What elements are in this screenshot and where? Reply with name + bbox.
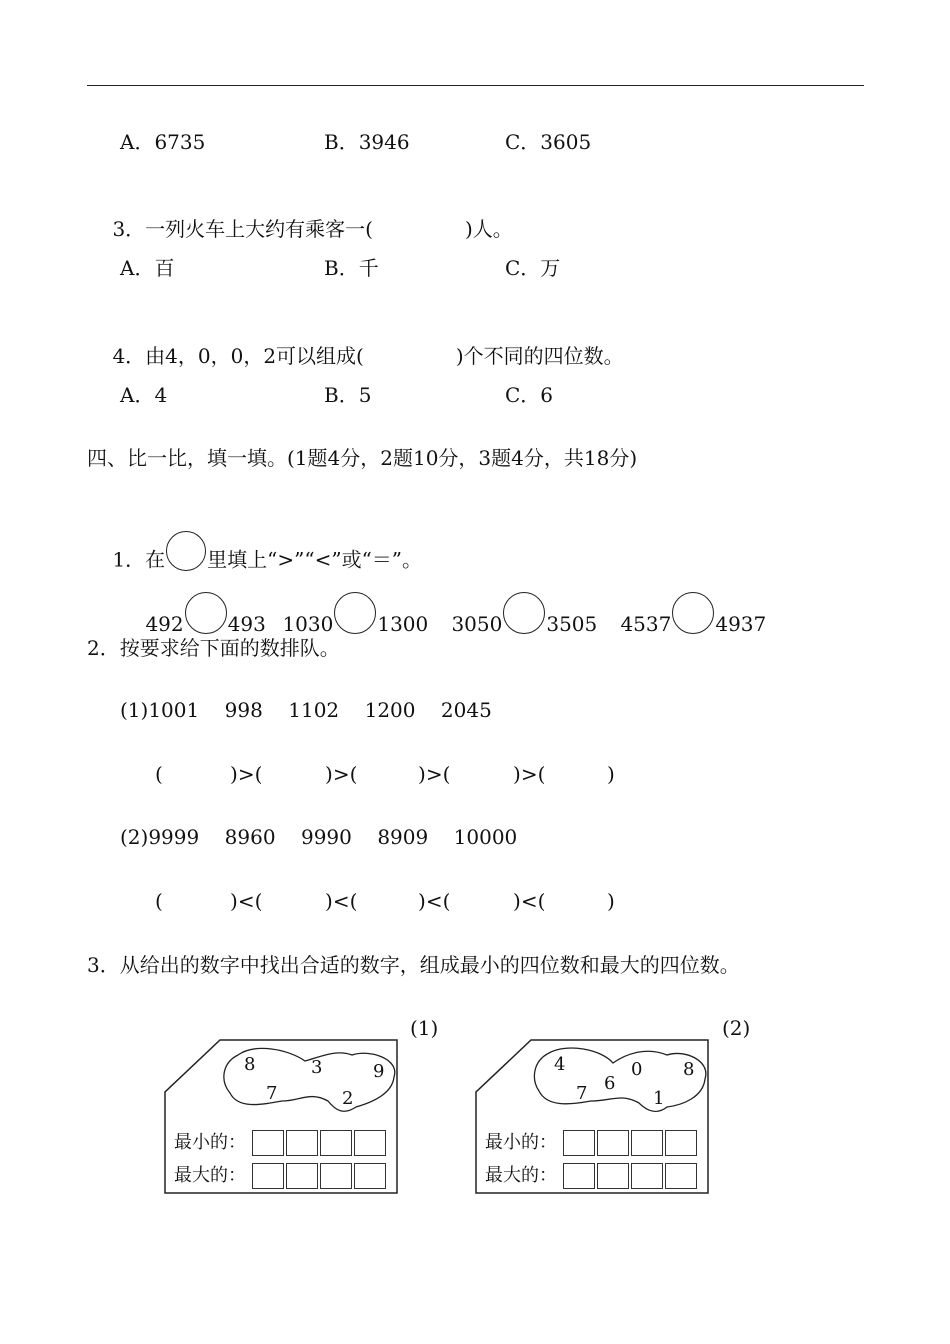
answer-blank-end: ) xyxy=(607,762,615,786)
q3-option-c: C．万 xyxy=(505,256,561,280)
answer-blank[interactable]: ( xyxy=(155,889,163,913)
q2-option-c: C．3605 xyxy=(505,130,592,154)
q2-option-a: A．6735 xyxy=(120,130,206,154)
digit-box-input[interactable] xyxy=(665,1130,697,1156)
digit-box-input[interactable] xyxy=(252,1163,284,1189)
q4-option-a: A．4 xyxy=(120,383,168,407)
comparison-pair-3 xyxy=(426,580,597,670)
s4-q1-suffix: 里填上“>”“<”或“＝”。 xyxy=(207,547,423,572)
s4-q2-title: 2．按要求给下面的数排队。 xyxy=(87,636,340,660)
house-2-digit: 7 xyxy=(576,1083,588,1104)
house-2-min-row xyxy=(485,1128,699,1156)
q4-text-before: 4．由4，0，0，2可以组成( xyxy=(112,344,364,368)
section-4-title: 四、比一比，填一填。(1题4分，2题10分，3题4分，共18分) xyxy=(87,446,638,470)
house-1-digit: 3 xyxy=(311,1057,323,1078)
house-2-digit: 8 xyxy=(683,1059,695,1080)
compare-circle-input[interactable] xyxy=(503,592,545,634)
q2-option-b: B．3946 xyxy=(324,130,410,154)
answer-blank-close: )<( xyxy=(418,889,451,913)
digit-box-input[interactable] xyxy=(354,1163,386,1189)
s4-q2-part1-numbers: (1)1001 998 1102 1200 2045 xyxy=(120,698,492,722)
q4-option-b: B．5 xyxy=(324,383,372,407)
house-1-digit: 9 xyxy=(373,1061,385,1082)
max-label: 最大的： xyxy=(485,1165,557,1186)
digit-box-input[interactable] xyxy=(286,1130,318,1156)
answer-blank-close: )>( xyxy=(230,762,263,786)
digit-box-input[interactable] xyxy=(252,1130,284,1156)
digit-box-input[interactable] xyxy=(665,1163,697,1189)
answer-blank[interactable]: ( xyxy=(155,762,163,786)
house-2-digit: 1 xyxy=(653,1088,665,1109)
digit-box-input[interactable] xyxy=(597,1163,629,1189)
digit-box-input[interactable] xyxy=(320,1130,352,1156)
q4-text-after: )个不同的四位数。 xyxy=(455,344,624,368)
digit-box-input[interactable] xyxy=(631,1130,663,1156)
max-label: 最大的： xyxy=(174,1165,246,1186)
compare-circle-input[interactable] xyxy=(185,592,227,634)
min-label: 最小的： xyxy=(174,1132,246,1153)
pair-right-value: 3505 xyxy=(546,611,598,636)
answer-blank-close: )<( xyxy=(230,889,263,913)
s4-q2-part2-numbers: (2)9999 8960 9990 8909 10000 xyxy=(120,825,518,849)
min-label: 最小的： xyxy=(485,1132,557,1153)
house-2-label: (2) xyxy=(722,1016,751,1040)
answer-blank-close: )>( xyxy=(418,762,451,786)
q3-option-a: A．百 xyxy=(120,256,175,280)
answer-blank-close: )>( xyxy=(513,762,546,786)
compare-circle-input[interactable] xyxy=(334,592,376,634)
house-1-digit: 7 xyxy=(266,1083,278,1104)
pair-right-value: 493 xyxy=(227,611,266,636)
q3-text-after: )人。 xyxy=(464,217,513,241)
digit-box-input[interactable] xyxy=(563,1163,595,1189)
digit-box-input[interactable] xyxy=(286,1163,318,1189)
digit-box-input[interactable] xyxy=(563,1130,595,1156)
house-2-digit: 0 xyxy=(631,1059,643,1080)
digit-box-input[interactable] xyxy=(354,1130,386,1156)
q3-question xyxy=(87,193,513,265)
house-1-min-row xyxy=(174,1128,388,1156)
digit-box-input[interactable] xyxy=(631,1163,663,1189)
pair-left-value: 3050 xyxy=(451,611,503,636)
digit-box-input[interactable] xyxy=(597,1130,629,1156)
house-1-digit: 8 xyxy=(244,1054,256,1075)
pair-left-value: 1030 xyxy=(282,611,334,636)
s4-q3-title: 3．从给出的数字中找出合适的数字，组成最小的四位数和最大的四位数。 xyxy=(87,953,740,977)
s4-q1-prefix: 1．在 xyxy=(112,547,166,572)
house-2-max-row xyxy=(485,1161,699,1189)
q3-text-before: 3．一列火车上大约有乘客一( xyxy=(112,217,373,241)
header-rule xyxy=(87,85,864,86)
house-2-digit: 4 xyxy=(554,1054,566,1075)
pair-left-value: 4537 xyxy=(620,611,672,636)
q3-option-b: B．千 xyxy=(324,256,379,280)
house-2-digit: 6 xyxy=(604,1073,616,1094)
pair-right-value: 1300 xyxy=(377,611,429,636)
pair-left-value: 492 xyxy=(145,611,184,636)
pair-right-value: 4937 xyxy=(715,611,767,636)
house-1-max-row xyxy=(174,1161,388,1189)
house-1-digit: 2 xyxy=(342,1088,354,1109)
compare-circle-input[interactable] xyxy=(672,592,714,634)
answer-circle-icon xyxy=(166,531,206,571)
digit-box-input[interactable] xyxy=(320,1163,352,1189)
house-1-label: (1) xyxy=(410,1016,439,1040)
answer-blank-close: )<( xyxy=(325,889,358,913)
answer-blank-close: )<( xyxy=(513,889,546,913)
q4-question xyxy=(87,320,624,392)
answer-blank-end: ) xyxy=(607,889,615,913)
q4-option-c: C．6 xyxy=(505,383,554,407)
answer-blank-close: )>( xyxy=(325,762,358,786)
comparison-pair-4 xyxy=(595,580,766,670)
